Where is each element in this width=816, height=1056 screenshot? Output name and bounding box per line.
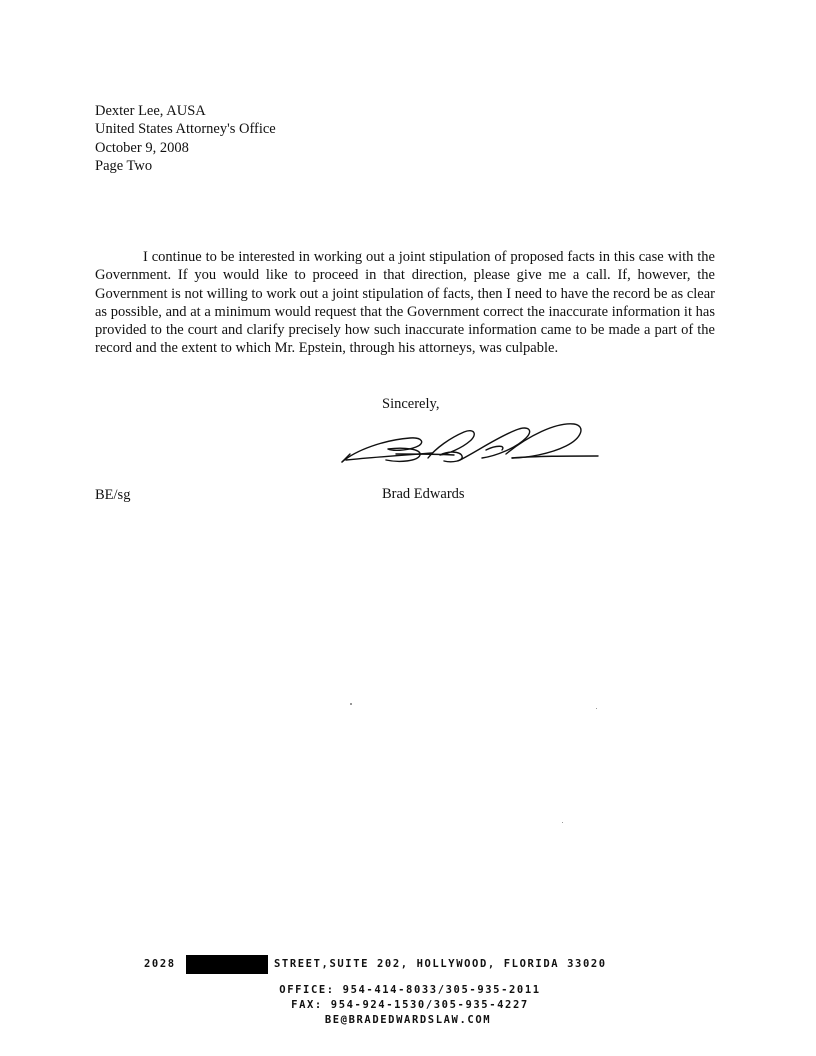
fax-number: FAX: 954-924-1530/305-935-4227 (291, 999, 529, 1011)
scan-speck (596, 708, 597, 709)
scan-speck (350, 703, 352, 705)
valediction: Sincerely, (382, 396, 440, 412)
email-address: BE@BRADEDWARDSLAW.COM (324, 1014, 492, 1026)
handwritten-signature (336, 414, 606, 470)
signer-name: Brad Edwards (382, 486, 465, 502)
street-number: 2028 (144, 958, 176, 970)
letter-date: October 9, 2008 (95, 139, 189, 156)
office-phone: OFFICE: 954-414-8033/305-935-2011 (279, 984, 541, 996)
page-label: Page Two (95, 158, 153, 175)
body-paragraph: I continue to be interested in working out a joint stipulation of proposed facts in this case with the Government. If you would like to proceed in that direction, please give me a call. If, however, the Government is not willing to work out a joint stipulation of facts, then I need to have the record be as clear as possible, and at a minimum would request that the Government correct the inaccurate information it has provided to the court and clarify precisely how such inaccurate information came to be made a part of the record and the extent to which Mr. Epstein, through his attorneys, was culpable. (95, 249, 715, 357)
redaction-bar (186, 955, 268, 974)
recipient-office: United States Attorney's Office (95, 121, 276, 138)
typist-initials: BE/sg (95, 487, 131, 503)
scan-speck (562, 822, 563, 823)
letter-header (95, 102, 276, 176)
street-address: STREET,SUITE 202, HOLLYWOOD, FLORIDA 33020 (274, 958, 607, 970)
recipient-name: Dexter Lee, AUSA (95, 103, 206, 119)
